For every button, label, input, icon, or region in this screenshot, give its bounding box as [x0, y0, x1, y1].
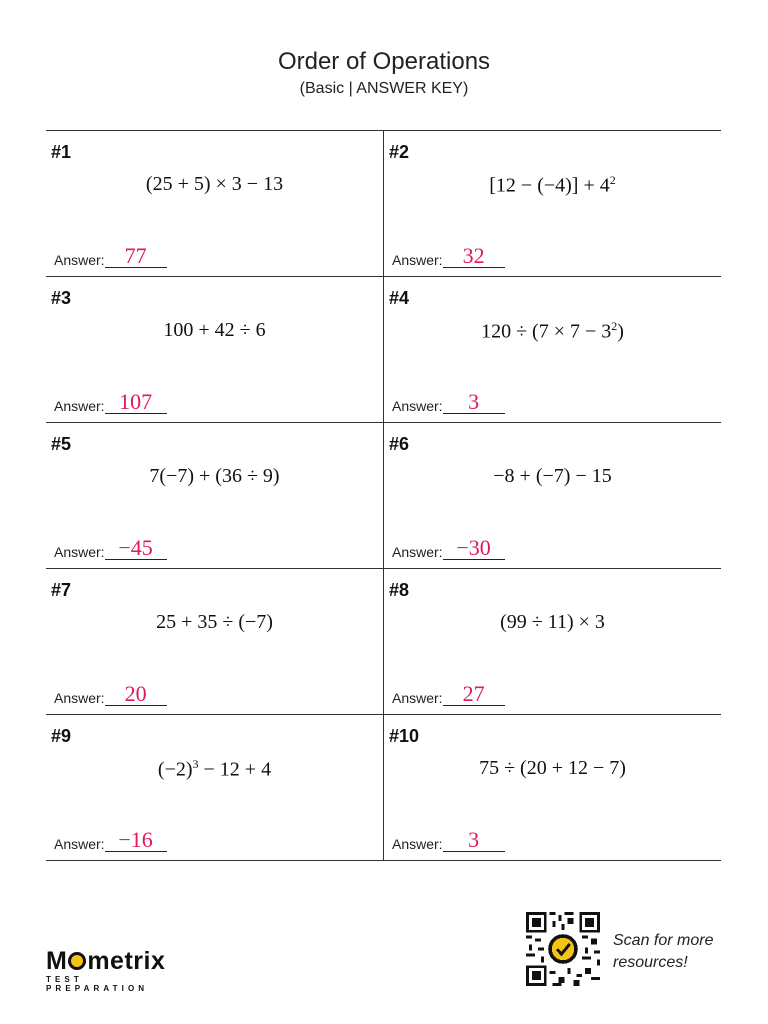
answer-label: Answer:: [392, 690, 443, 706]
logo-suffix: metrix: [87, 947, 166, 975]
answer-label: Answer:: [392, 252, 443, 268]
answer-label: Answer:: [54, 836, 105, 852]
scan-text: Scan for more resources!: [613, 932, 714, 971]
problem-number: #3: [51, 288, 72, 308]
answer-value: 32: [462, 243, 485, 268]
answer-blank: [443, 243, 505, 268]
problem-cell: [384, 131, 721, 276]
problem-expression: 75 ÷ (20 + 12 − 7): [479, 757, 626, 779]
problem-expression: (25 + 5) × 3 − 13: [145, 173, 284, 195]
problem-number: #2: [389, 142, 410, 162]
problem-number: #5: [51, 434, 72, 454]
problem-cell: [46, 569, 384, 714]
answer-label: Answer:: [54, 690, 105, 706]
problem-row: [46, 715, 721, 861]
answer-label: Answer:: [392, 836, 443, 852]
answer-line: [392, 681, 505, 706]
problem-number: #6: [389, 434, 410, 454]
problem-number: #8: [389, 580, 410, 600]
problem-row: [46, 131, 721, 277]
problem-number: #4: [389, 288, 410, 308]
answer-label: Answer:: [392, 544, 443, 560]
answer-line: [54, 243, 167, 268]
answer-value: 20: [124, 681, 147, 706]
answer-line: [54, 535, 167, 560]
problem-expression: (99 ÷ 11) × 3: [500, 611, 605, 633]
answer-blank: [105, 535, 167, 560]
answer-blank: [443, 389, 505, 414]
problem-expression: $(-2)^3 - 12 + 4$: [157, 757, 272, 781]
problem-cell: [46, 277, 384, 422]
problem-number: #10: [389, 726, 420, 746]
problem-number: #7: [51, 580, 72, 600]
answer-line: [54, 389, 167, 414]
problem-row: [46, 423, 721, 569]
answer-value: −16: [118, 827, 153, 852]
answer-label: Answer:: [54, 398, 105, 414]
problem-cell: [384, 715, 721, 860]
answer-value: −30: [456, 535, 491, 560]
answer-line: [392, 243, 505, 268]
answer-value: 27: [462, 681, 485, 706]
problem-number: #1: [51, 142, 72, 162]
answer-line: [54, 827, 167, 852]
answer-value: 3: [468, 827, 480, 852]
logo-prefix: M: [46, 947, 68, 975]
mometrix-logo: [46, 948, 186, 993]
problem-cell: [46, 131, 384, 276]
answer-line: [392, 827, 505, 852]
problem-expression: $120 \div (7 \times 7 - 3^2)$: [481, 319, 624, 343]
answer-label: Answer:: [392, 398, 443, 414]
problem-expression: $[12 - (-4)] + 4^2$: [489, 173, 616, 197]
problem-cell: [46, 423, 384, 568]
page-title: Order of Operations: [277, 48, 491, 75]
problem-cell: [384, 423, 721, 568]
logo-check-icon: [68, 952, 86, 970]
answer-blank: [443, 535, 505, 560]
problem-expression: 7(−7) + (36 ÷ 9): [149, 465, 280, 487]
answer-blank: [105, 243, 167, 268]
problem-cell: [384, 277, 721, 422]
logo-tagline: TEST PREPARATION: [46, 975, 149, 993]
answer-blank: [443, 681, 505, 706]
problem-cell: [384, 569, 721, 714]
answer-value: 3: [468, 389, 480, 414]
answer-line: [54, 681, 167, 706]
answer-blank: [105, 389, 167, 414]
answer-line: [392, 535, 505, 560]
answer-line: [392, 389, 505, 414]
problem-number: #9: [51, 726, 72, 746]
problem-expression: 100 + 42 ÷ 6: [163, 319, 266, 341]
problem-row: [46, 277, 721, 423]
answer-blank: [105, 827, 167, 852]
qr-code-icon: [526, 912, 600, 986]
answer-label: Answer:: [54, 252, 105, 268]
page-subtitle: (Basic | ANSWER KEY): [299, 80, 469, 97]
problem-grid: [46, 130, 721, 861]
problem-expression: −8 + (−7) − 15: [493, 465, 612, 487]
problem-row: [46, 569, 721, 715]
answer-value: 77: [124, 243, 147, 268]
answer-value: 107: [119, 389, 153, 414]
answer-blank: [443, 827, 505, 852]
answer-blank: [105, 681, 167, 706]
problem-expression: 25 + 35 ÷ (−7): [156, 611, 273, 633]
answer-label: Answer:: [54, 544, 105, 560]
problem-cell: [46, 715, 384, 860]
answer-value: −45: [118, 535, 153, 560]
